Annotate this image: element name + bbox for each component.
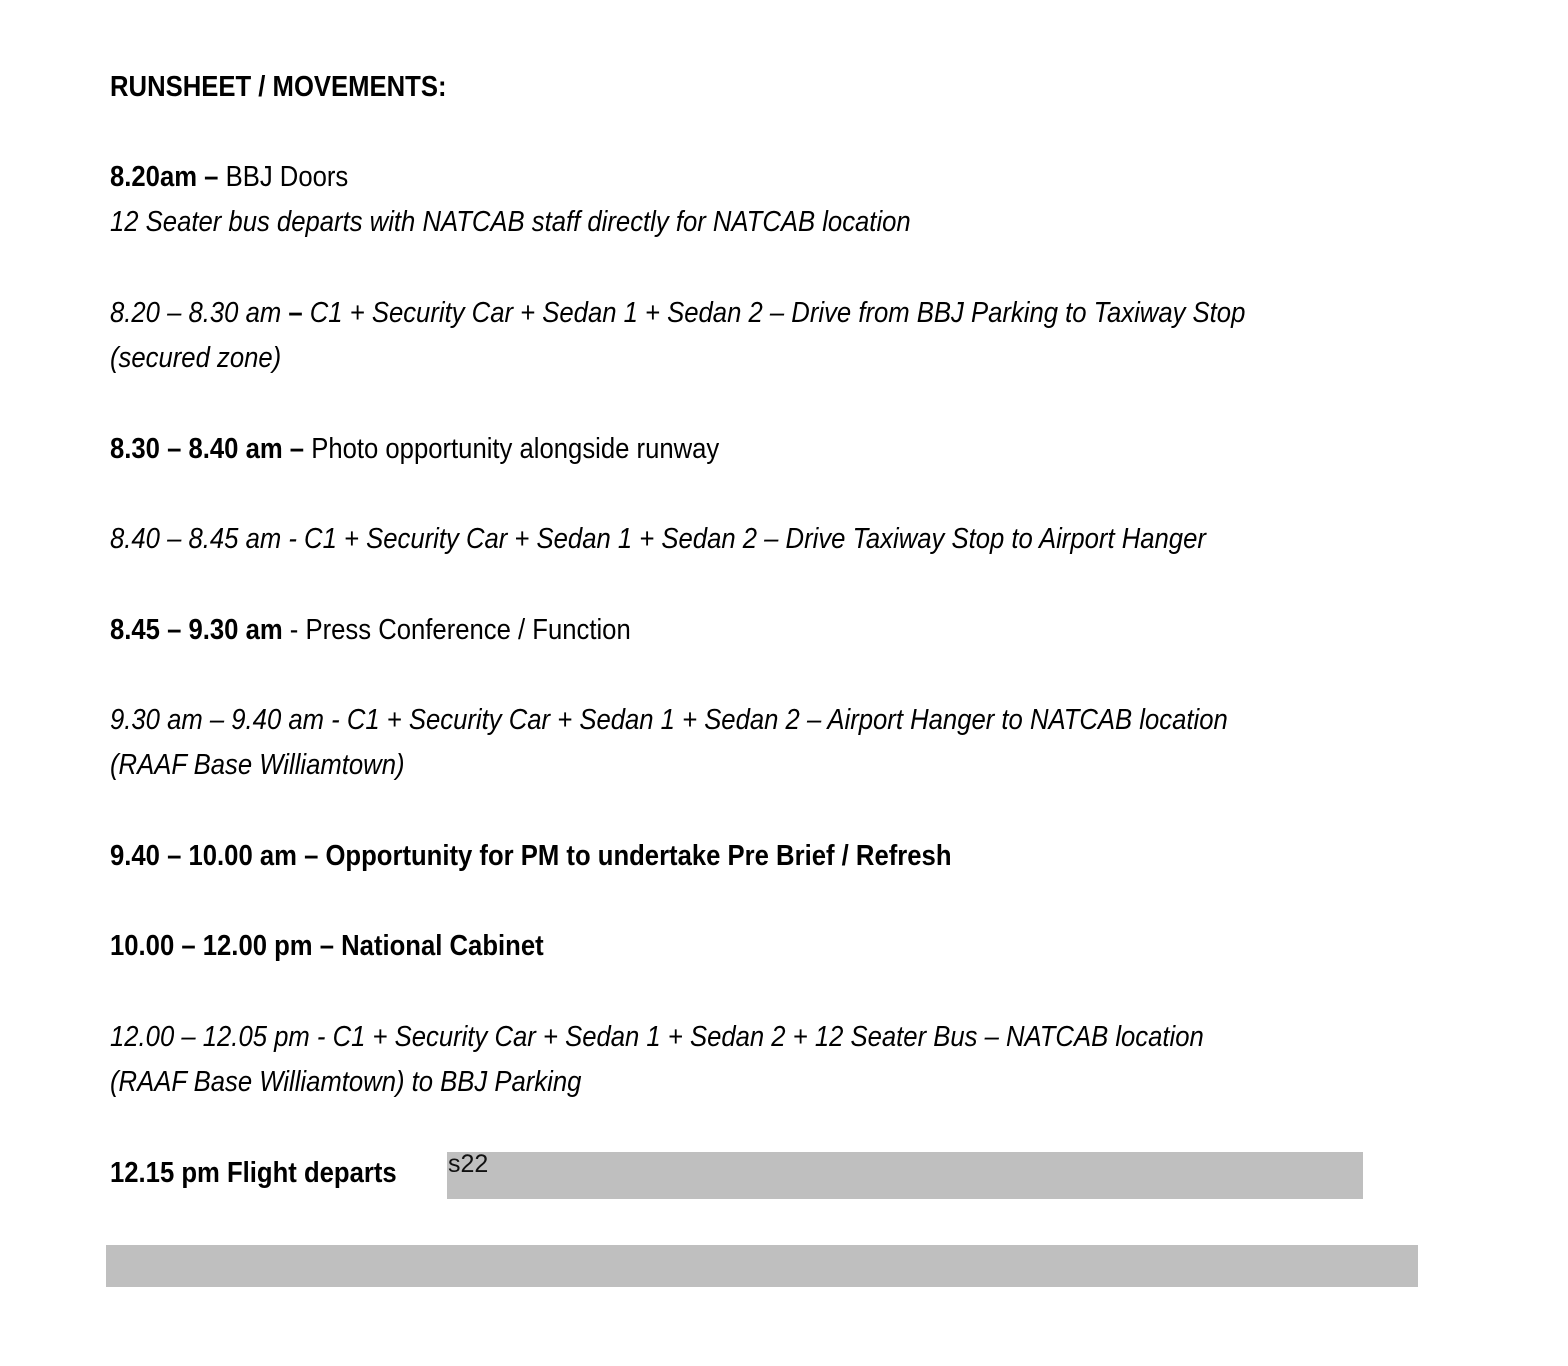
entry-time: 8.40 – 8.45 am [110, 523, 282, 555]
redaction-box [447, 1152, 1363, 1199]
entry-note: 12 Seater bus departs with NATCAB staff directly for NATCAB location [110, 206, 911, 238]
entry-bbj-doors [110, 155, 348, 200]
entry-description-cont: (RAAF Base Williamtown) to BBJ Parking [110, 1066, 582, 1098]
entry-drive-to-taxiway [110, 291, 1245, 336]
entry-drive-to-natcab [110, 698, 1228, 743]
entry-description: - C1 + Security Car + Sedan 1 + Sedan 2 – Airport Hanger to NATCAB location [324, 704, 1228, 736]
entry-time: 9.30 am – 9.40 am [110, 704, 325, 736]
entry-description: - C1 + Security Car + Sedan 1 + Sedan 2 + 12 Seater Bus – NATCAB location [309, 1021, 1204, 1053]
entry-drive-to-hanger [110, 517, 1206, 562]
entry-separator: – [281, 297, 310, 329]
entry-description-cont: (RAAF Base Williamtown) [110, 749, 405, 781]
entry-time: 8.30 – 8.40 am – [110, 433, 305, 465]
entry-drive-to-bbj [110, 1015, 1204, 1060]
entry-description: - Press Conference / Function [282, 614, 631, 646]
entry-time: 8.20am – [110, 161, 219, 193]
redaction-box [106, 1245, 1418, 1287]
entry-time: 12.00 – 12.05 pm [110, 1021, 310, 1053]
entry-description: BBJ Doors [218, 161, 349, 193]
entry-description: C1 + Security Car + Sedan 1 + Sedan 2 – Drive from BBJ Parking to Taxiway Stop [309, 297, 1246, 329]
entry-time: 8.20 – 8.30 am [110, 297, 282, 329]
entry-press-conference [110, 608, 631, 653]
entry-description-cont: (secured zone) [110, 342, 282, 374]
runsheet-heading: RUNSHEET / MOVEMENTS: [110, 71, 447, 103]
entry-photo-opportunity [110, 427, 719, 472]
entry-flight-departs: 12.15 pm Flight departs [110, 1157, 397, 1189]
entry-pre-brief: 9.40 – 10.00 am – Opportunity for PM to undertake Pre Brief / Refresh [110, 840, 952, 872]
entry-national-cabinet: 10.00 – 12.00 pm – National Cabinet [110, 930, 544, 962]
entry-description: - C1 + Security Car + Sedan 1 + Sedan 2 – Drive Taxiway Stop to Airport Hanger [281, 523, 1206, 555]
entry-time: 8.45 – 9.30 am [110, 614, 283, 646]
entry-description: Photo opportunity alongside runway [304, 433, 720, 465]
redaction-label: s22 [448, 1150, 489, 1178]
